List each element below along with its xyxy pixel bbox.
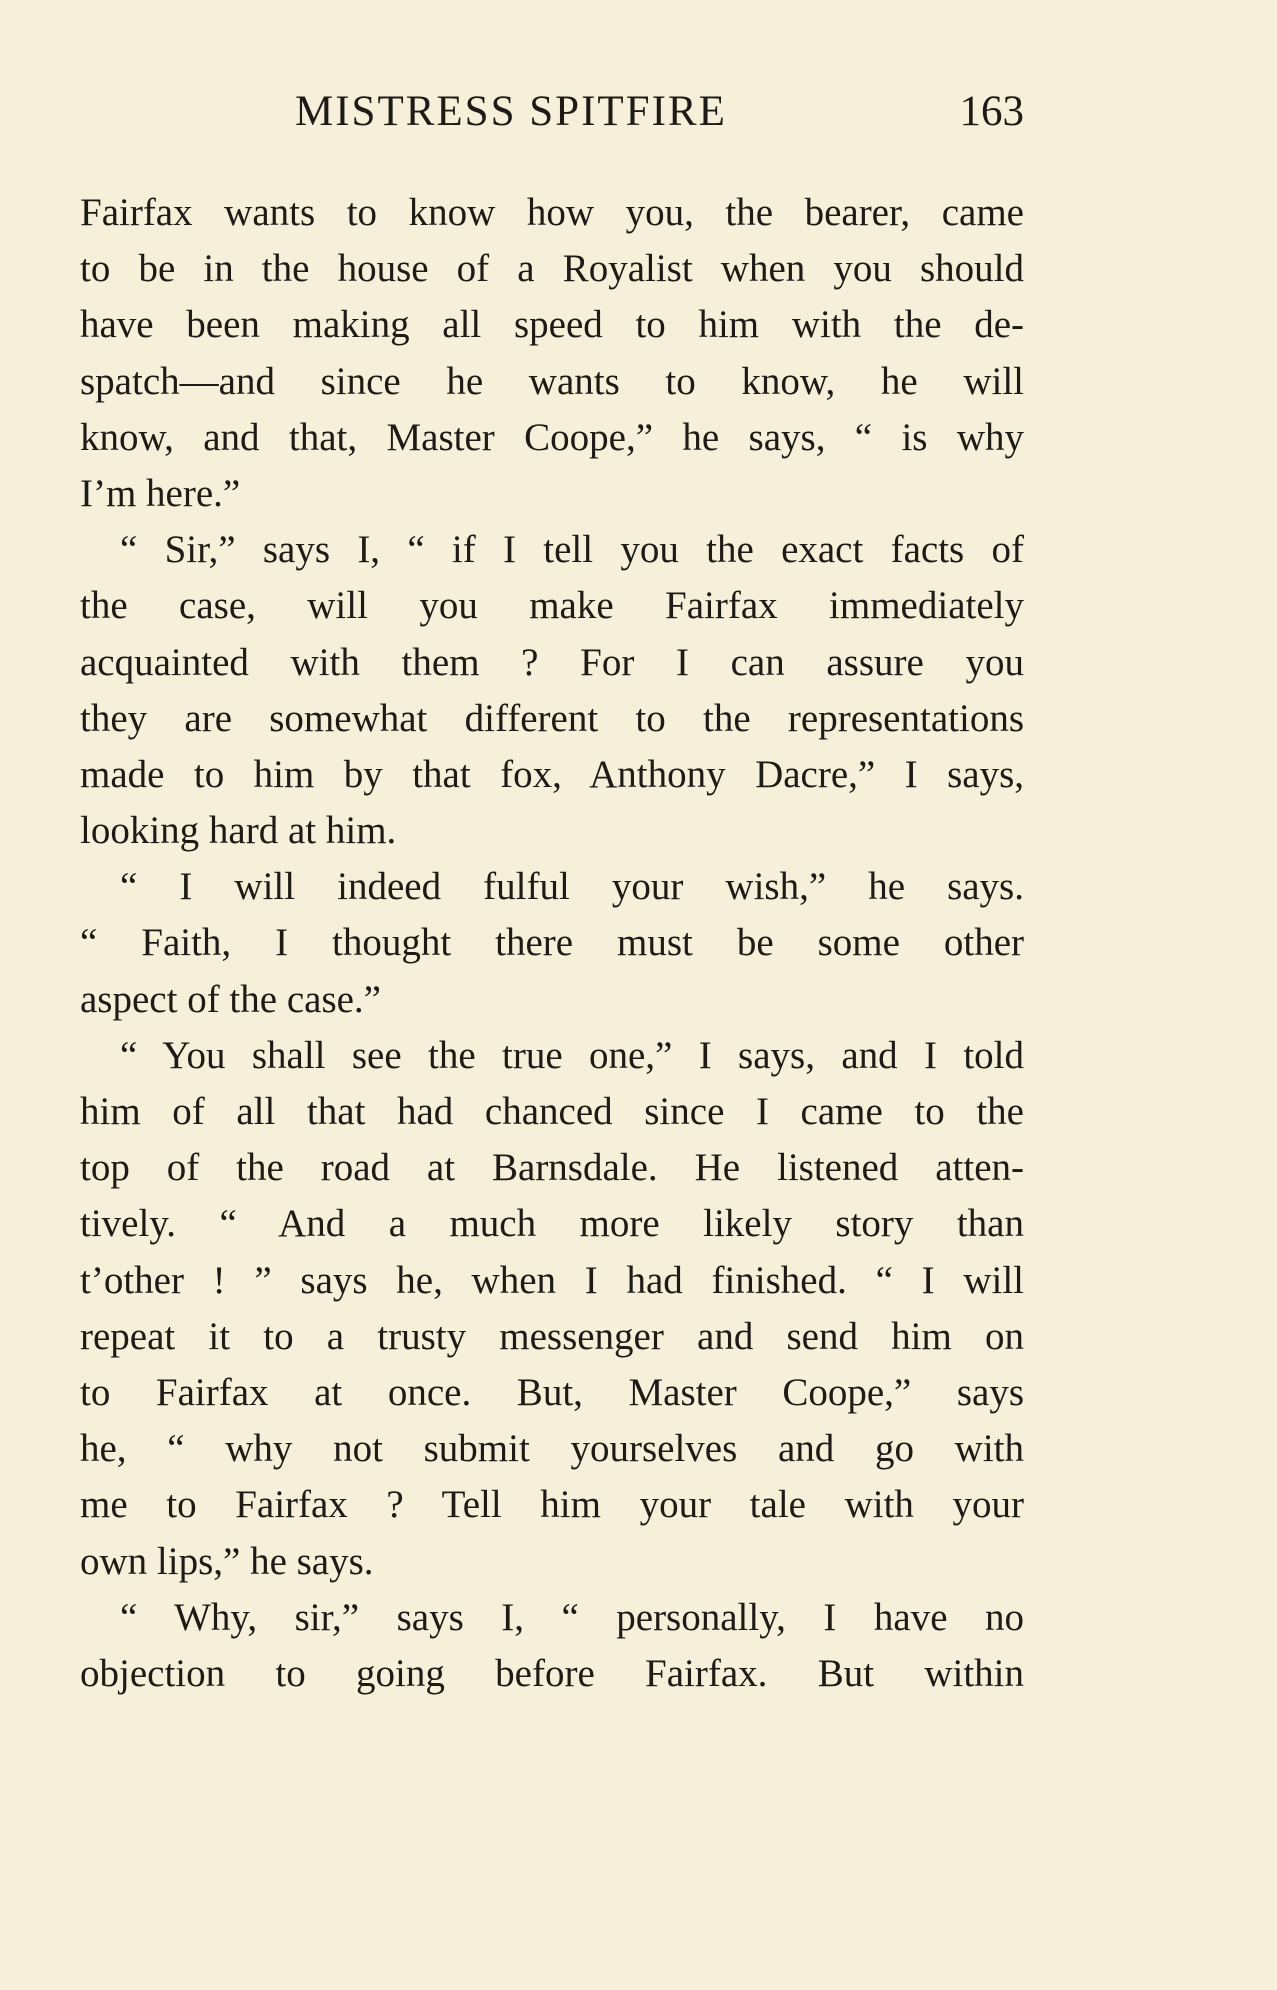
running-head — [80, 82, 1024, 142]
text-line: me to Fairfax ? Tell him your tale with your — [80, 1483, 1024, 1527]
text-line: “ Why, sir,” says I, “ personally, I have no — [120, 1595, 1024, 1639]
text-line: looking hard at him. — [80, 809, 397, 853]
text-line: own lips,” he says. — [80, 1539, 374, 1583]
text-line: “ I will indeed fulful your wish,” he says. — [120, 865, 1024, 909]
text-line: I’m here.” — [80, 471, 241, 515]
text-line: “ Faith, I thought there must be some other — [80, 921, 1024, 965]
text-line: to be in the house of a Royalist when you should — [80, 247, 1024, 291]
running-title: MISTRESS SPITFIRE — [295, 88, 727, 135]
text-line: him of all that had chanced since I came to the — [80, 1090, 1024, 1133]
text-line: have been making all speed to him with the de- — [80, 303, 1024, 347]
text-line: repeat it to a trusty messenger and send him on — [80, 1314, 1024, 1358]
text-line: they are somewhat different to the representations — [80, 696, 1024, 740]
text-line: objection to going before Fairfax. But within — [80, 1651, 1024, 1695]
text-line: “ Sir,” says I, “ if I tell you the exact facts of — [120, 528, 1024, 572]
text-line: made to him by that fox, Anthony Dacre,” I says, — [80, 752, 1024, 796]
text-line: tively. “ And a much more likely story than — [80, 1202, 1024, 1246]
text-line: t’other ! ” says he, when I had finished. “ I will — [80, 1258, 1024, 1302]
body-text — [80, 185, 1024, 1702]
text-line: “ You shall see the true one,” I says, and I told — [120, 1033, 1024, 1077]
text-line: aspect of the case.” — [80, 977, 381, 1021]
page-number: 163 — [959, 88, 1024, 135]
text-line: top of the road at Barnsdale. He listened atten- — [80, 1146, 1024, 1190]
text-line: he, “ why not submit yourselves and go with — [80, 1427, 1024, 1471]
text-line: the case, will you make Fairfax immediately — [80, 584, 1024, 628]
text-line: acquainted with them ? For I can assure you — [80, 640, 1024, 684]
text-line: spatch—and since he wants to know, he will — [80, 359, 1024, 403]
text-line: to Fairfax at once. But, Master Coope,” says — [80, 1370, 1024, 1414]
text-line: know, and that, Master Coope,” he says, “ is why — [80, 415, 1024, 459]
text-line: Fairfax wants to know how you, the bearer, came — [80, 191, 1024, 234]
